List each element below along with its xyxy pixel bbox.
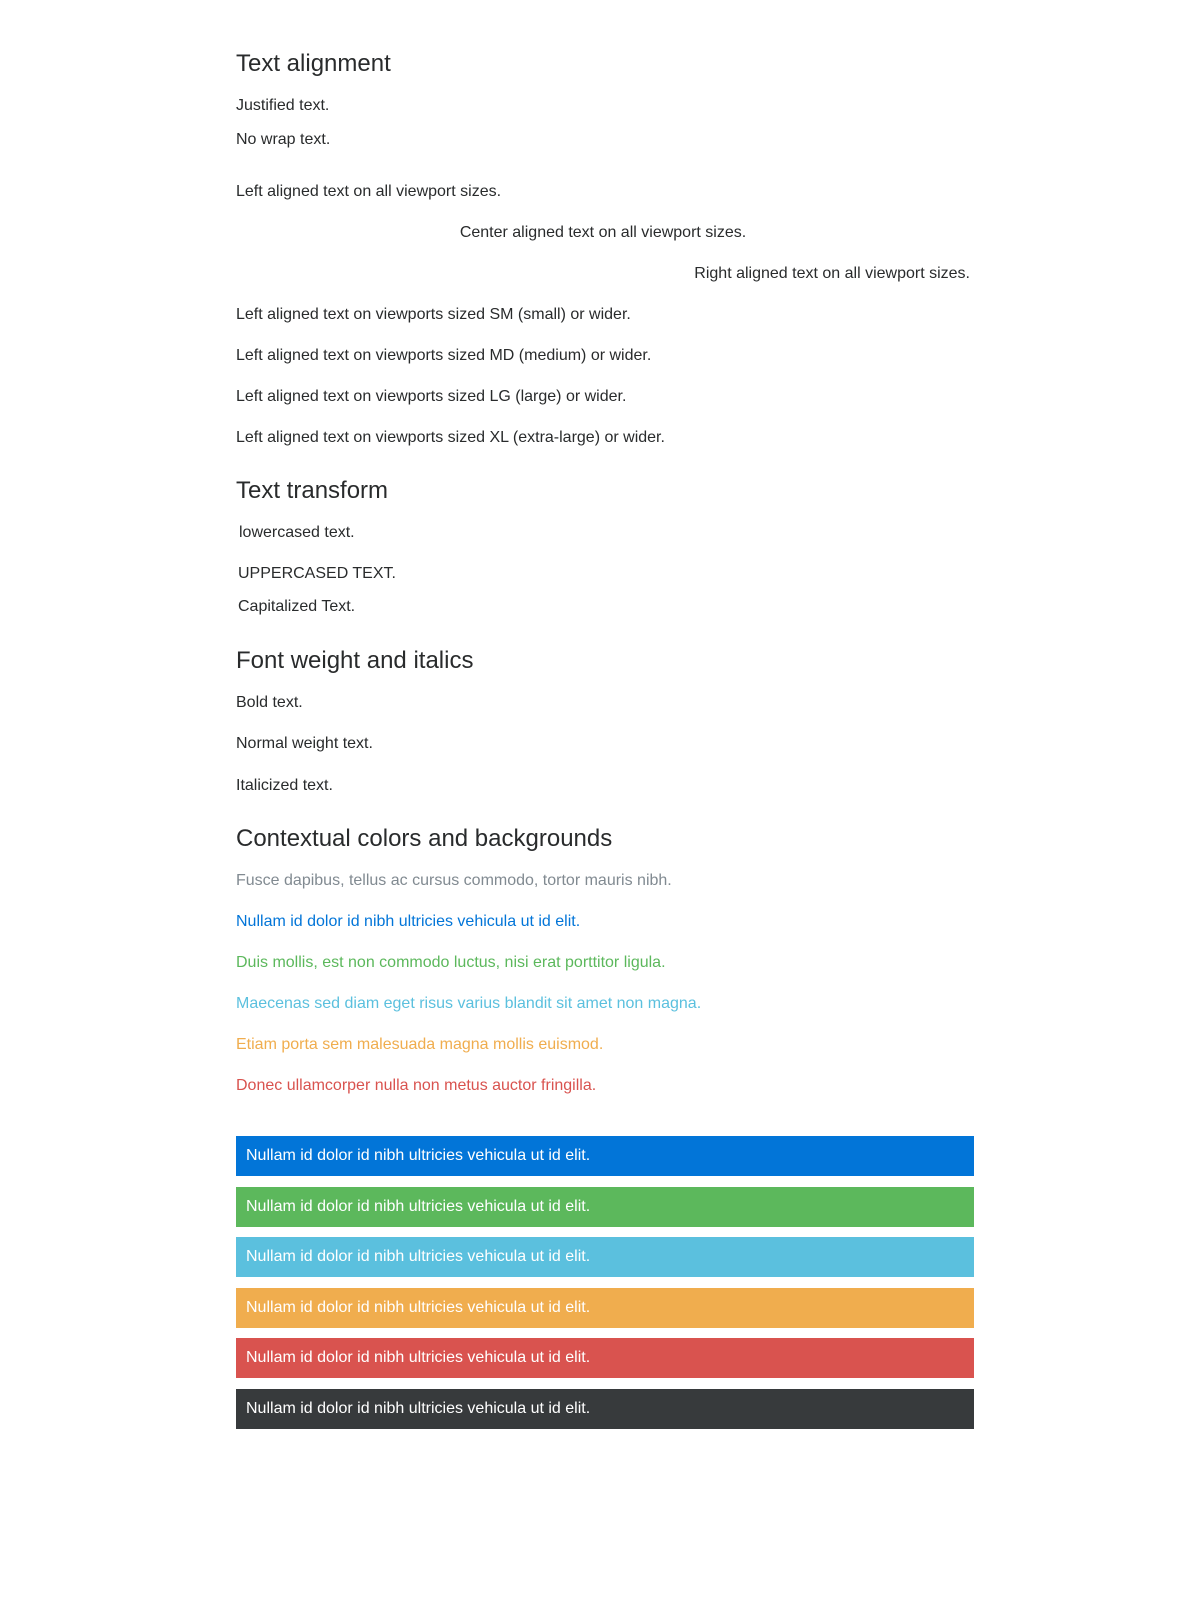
left-aligned-sm-text: Left aligned text on viewports sized SM (small) or wider. — [236, 306, 631, 323]
bg-warning-bar: Nullam id dolor id nibh ultricies vehicula ut id elit. — [236, 1288, 974, 1328]
nowrap-text: No wrap text. — [236, 131, 331, 148]
heading-text-transform: Text transform — [236, 477, 389, 504]
lowercase-text: lowercased text. — [239, 524, 355, 541]
bold-text: Bold text. — [236, 694, 303, 711]
heading-text-alignment: Text alignment — [236, 50, 391, 77]
italic-text: Italicized text. — [236, 777, 333, 794]
bg-info-bar: Nullam id dolor id nibh ultricies vehicula ut id elit. — [236, 1237, 974, 1277]
info-text: Maecenas sed diam eget risus varius blandit sit amet non magna. — [236, 995, 702, 1012]
bg-danger-bar: Nullam id dolor id nibh ultricies vehicula ut id elit. — [236, 1338, 974, 1378]
uppercase-text: UPPERCASED TEXT. — [238, 565, 396, 582]
heading-font-weight: Font weight and italics — [236, 647, 474, 674]
bg-primary-bar: Nullam id dolor id nibh ultricies vehicula ut id elit. — [236, 1136, 974, 1176]
bg-success-bar: Nullam id dolor id nibh ultricies vehicula ut id elit. — [236, 1187, 974, 1227]
left-aligned-lg-text: Left aligned text on viewports sized LG (large) or wider. — [236, 388, 627, 405]
primary-text: Nullam id dolor id nibh ultricies vehicula ut id elit. — [236, 913, 581, 930]
danger-text: Donec ullamcorper nulla non metus auctor fringilla. — [236, 1077, 597, 1094]
success-text: Duis mollis, est non commodo luctus, nisi erat porttitor ligula. — [236, 954, 666, 971]
left-aligned-xl-text: Left aligned text on viewports sized XL (extra-large) or wider. — [236, 429, 665, 446]
left-aligned-md-text: Left aligned text on viewports sized MD (medium) or wider. — [236, 347, 652, 364]
left-aligned-text: Left aligned text on all viewport sizes. — [236, 183, 502, 200]
normal-weight-text: Normal weight text. — [236, 735, 373, 752]
capitalized-text: Capitalized Text. — [238, 598, 356, 615]
heading-contextual: Contextual colors and backgrounds — [236, 825, 613, 852]
center-aligned-text: Center aligned text on all viewport sizes. — [459, 224, 747, 241]
warning-text: Etiam porta sem malesuada magna mollis euismod. — [236, 1036, 604, 1053]
muted-text: Fusce dapibus, tellus ac cursus commodo, tortor mauris nibh. — [236, 872, 672, 889]
justified-text: Justified text. — [236, 97, 330, 114]
bg-dark-bar: Nullam id dolor id nibh ultricies vehicula ut id elit. — [236, 1389, 974, 1429]
right-aligned-text: Right aligned text on all viewport sizes. — [694, 265, 970, 282]
